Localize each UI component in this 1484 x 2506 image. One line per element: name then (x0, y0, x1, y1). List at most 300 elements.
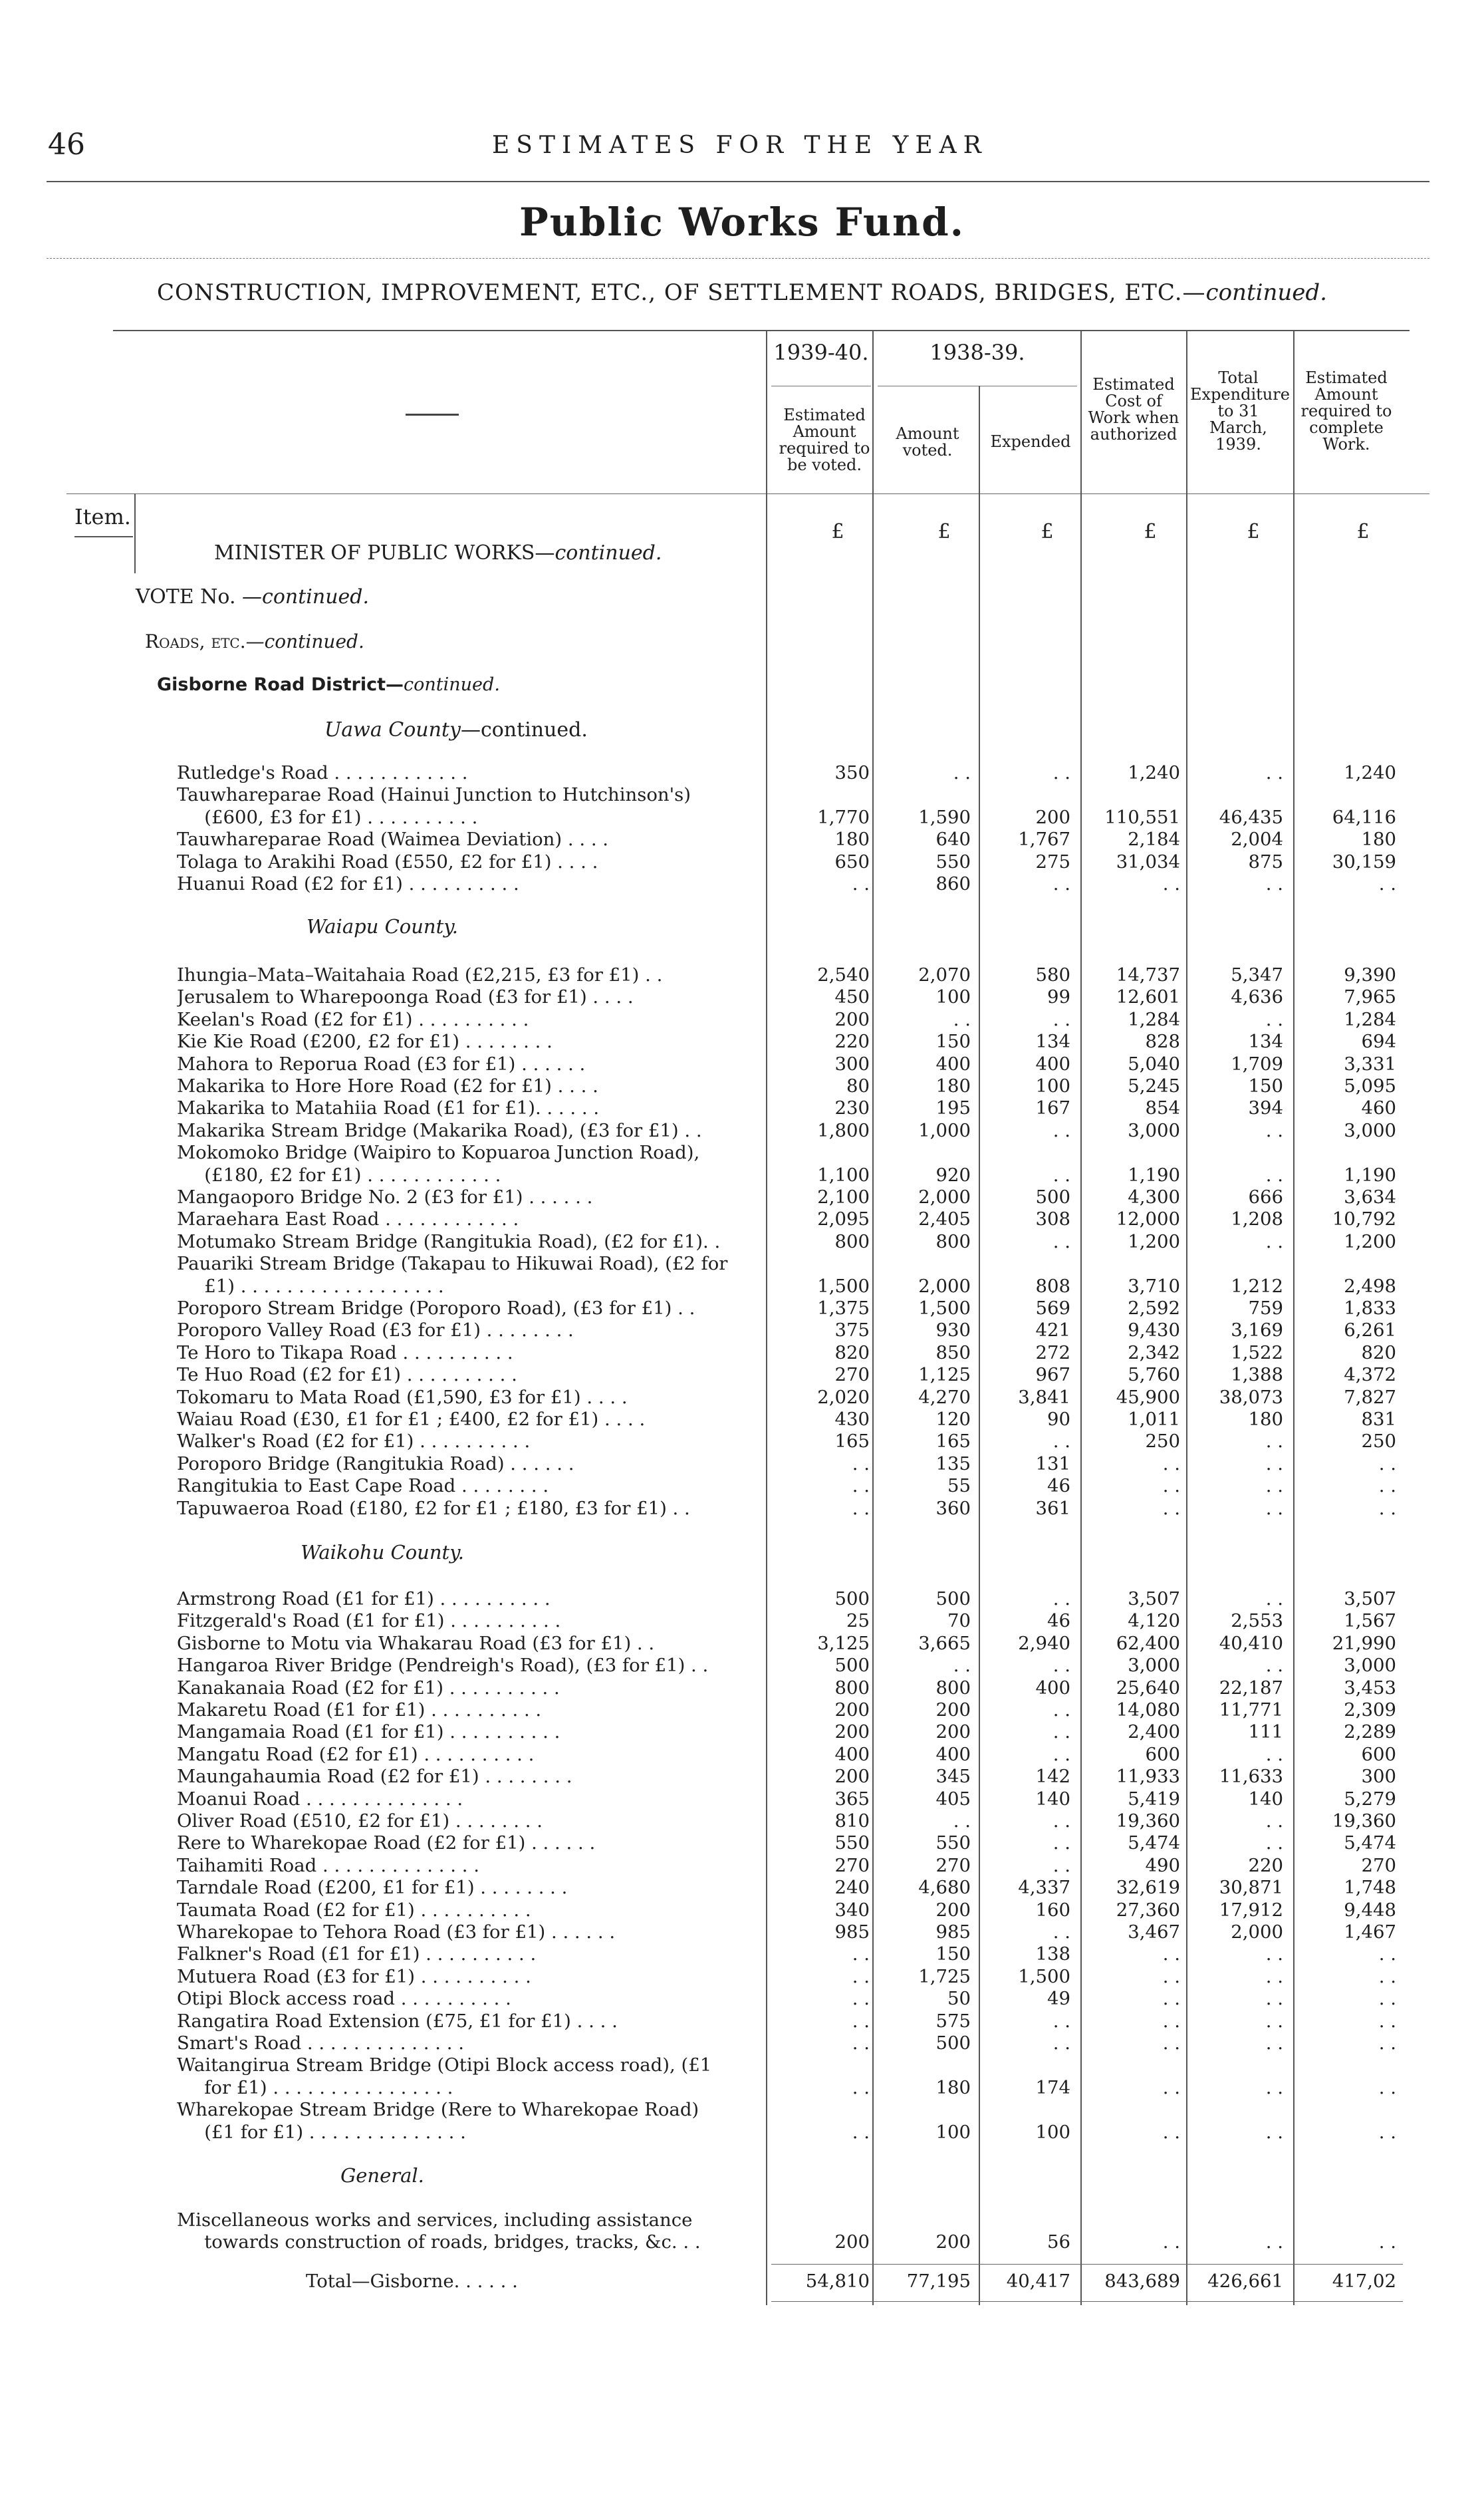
row-value: 30,159 (1332, 851, 1396, 873)
row-value: 1,200 (1128, 1230, 1180, 1252)
row-label: for £1) . . . . . . . . . . . . . . . . (177, 2076, 453, 2098)
row-value: 100 (1035, 2121, 1070, 2143)
row-label: Smart's Road . . . . . . . . . . . . . . (177, 2032, 464, 2054)
divider (47, 181, 1429, 182)
row-value: 19,360 (1332, 1810, 1396, 1832)
row-value: 828 (1145, 1031, 1180, 1053)
row-value: 90 (1047, 1409, 1070, 1430)
row-label: Mangamaia Road (£1 for £1) . . . . . . . . . . (177, 1721, 560, 1743)
running-head: ESTIMATES FOR THE YEAR (492, 132, 988, 159)
row-value: . . (852, 2010, 870, 2032)
column-rule (766, 330, 767, 2305)
row-label: Mangatu Road (£2 for £1) . . . . . . . . . . (177, 1743, 535, 1765)
row-value: 99 (1047, 986, 1070, 1008)
row-value: 240 (834, 1877, 870, 1899)
row-value: . . (1052, 1854, 1070, 1876)
row-value: . . (1052, 1743, 1070, 1765)
row-value: . . (1378, 1988, 1396, 2010)
row-value: 820 (834, 1341, 870, 1363)
row-value: 1,800 (817, 1119, 870, 1141)
row-value: . . (1052, 873, 1070, 895)
row-label: Hangaroa River Bridge (Pendreigh's Road), (£3 for £1) . . (177, 1655, 709, 1677)
row-value: . . (953, 1810, 971, 1832)
row-value: 2,184 (1128, 829, 1180, 851)
header-col1: Estimated Amount required to be voted. (779, 406, 870, 474)
row-value: 12,000 (1116, 1208, 1180, 1230)
row-value: 46 (1047, 1610, 1070, 1632)
row-value: 1,500 (1018, 1965, 1070, 1987)
row-value: 550 (935, 851, 971, 873)
row-value: . . (1265, 1119, 1283, 1141)
row-label: Rangitukia to East Cape Road . . . . . . . . (177, 1475, 549, 1497)
row-value: 1,770 (817, 806, 870, 828)
row-label: Tolaga to Arakihi Road (£550, £2 for £1) . . . . (177, 851, 598, 873)
row-value: 9,430 (1128, 1320, 1180, 1341)
column-rule (1293, 330, 1295, 2305)
row-label: (£1 for £1) . . . . . . . . . . . . . . (177, 2121, 466, 2143)
row-value: 46 (1047, 1475, 1070, 1497)
header-col4: Estimated Cost of Work when authorized (1088, 375, 1179, 444)
row-value: . . (1265, 1431, 1283, 1453)
header-col3: Expended (990, 432, 1071, 451)
row-value: 270 (935, 1854, 971, 1876)
row-value: 21,990 (1332, 1632, 1396, 1654)
pound-sign: £ (1041, 520, 1054, 543)
row-value: 12,601 (1116, 986, 1180, 1008)
row-value: 200 (1035, 806, 1070, 828)
row-value: 64,116 (1332, 806, 1396, 828)
row-value: 340 (834, 1899, 870, 1921)
row-value: 569 (1035, 1298, 1070, 1319)
row-label: Rangatira Road Extension (£75, £1 for £1) . . . . (177, 2010, 618, 2032)
total-value: 843,689 (1104, 2271, 1180, 2292)
row-value: 17,912 (1219, 1899, 1283, 1921)
row-label: Oliver Road (£510, £2 for £1) . . . . . . . . (177, 1810, 543, 1832)
row-value: 5,279 (1344, 1788, 1396, 1810)
row-label: Gisborne to Motu via Whakarau Road (£3 for £1) . . (177, 1632, 655, 1654)
row-value: 2,940 (1018, 1632, 1070, 1654)
row-value: 100 (935, 986, 971, 1008)
row-value: 808 (1035, 1275, 1070, 1297)
row-value: 32,619 (1116, 1877, 1180, 1899)
row-value: . . (1052, 2032, 1070, 2054)
row-value: 11,933 (1116, 1766, 1180, 1788)
row-label: Fitzgerald's Road (£1 for £1) . . . . . . . . . . (177, 1610, 561, 1632)
row-value: 135 (935, 1453, 971, 1474)
column-rule (1186, 330, 1187, 2305)
row-value: 138 (1035, 1943, 1070, 1965)
row-value: 3,507 (1128, 1588, 1180, 1609)
row-value: 9,448 (1344, 1899, 1396, 1921)
row-value: 400 (834, 1743, 870, 1765)
row-label: Ihungia–Mata–Waitahaia Road (£2,215, £3 for £1) . . (177, 964, 663, 986)
row-value: 3,000 (1128, 1655, 1180, 1677)
row-value: 200 (834, 1721, 870, 1743)
roads-heading: Roads, etc.—continued. (145, 630, 364, 652)
row-value: . . (1052, 2010, 1070, 2032)
row-value: 7,827 (1344, 1386, 1396, 1408)
row-value: . . (1162, 873, 1180, 895)
row-label: Pauariki Stream Bridge (Takapau to Hikuwai Road), (£2 for (177, 1253, 728, 1275)
row-value: . . (1162, 2076, 1180, 2098)
row-value: 180 (935, 1075, 971, 1097)
row-value: 2,289 (1344, 1721, 1396, 1743)
row-value: 1,500 (918, 1298, 971, 1319)
row-value: . . (1265, 1497, 1283, 1519)
row-value: 421 (1035, 1320, 1070, 1341)
row-value: . . (1265, 762, 1283, 783)
row-label: Kie Kie Road (£200, £2 for £1) . . . . . . . . (177, 1031, 553, 1053)
row-label: Makarika Stream Bridge (Makarika Road), (£3 for £1) . . (177, 1119, 702, 1141)
row-value: 55 (947, 1475, 971, 1497)
row-value: . . (1162, 1453, 1180, 1474)
row-value: 375 (834, 1320, 870, 1341)
item-label: Item. (74, 504, 131, 529)
row-label: Poroporo Valley Road (£3 for £1) . . . . . . . . (177, 1320, 574, 1341)
row-value: . . (1052, 1230, 1070, 1252)
row-value: 1,709 (1231, 1053, 1283, 1075)
row-value: 22,187 (1219, 1677, 1283, 1699)
row-value: . . (1052, 762, 1070, 783)
row-value: . . (1265, 2076, 1283, 2098)
row-label: Makaretu Road (£1 for £1) . . . . . . . . . . (177, 1699, 542, 1721)
row-label: towards construction of roads, bridges, tracks, &c. . . (177, 2231, 701, 2253)
divider (66, 493, 1429, 494)
row-value: . . (1052, 1008, 1070, 1030)
row-value: . . (852, 1943, 870, 1965)
total-value: 426,661 (1207, 2271, 1283, 2292)
row-label: Mokomoko Bridge (Waipiro to Kopuaroa Junction Road), (177, 1142, 700, 1164)
waikohu-heading: Waikohu County. (301, 1541, 464, 1564)
row-label: Motumako Stream Bridge (Rangitukia Road), (£2 for £1). . (177, 1230, 721, 1252)
row-value: 640 (935, 829, 971, 851)
row-value: 405 (935, 1788, 971, 1810)
page-number: 46 (48, 128, 85, 162)
row-value: . . (1265, 2032, 1283, 2054)
row-value: 967 (1035, 1364, 1070, 1386)
row-value: 1,208 (1231, 1208, 1283, 1230)
row-value: 272 (1035, 1341, 1070, 1363)
row-value: . . (1162, 1988, 1180, 2010)
row-value: . . (1162, 1943, 1180, 1965)
row-value: . . (1265, 2231, 1283, 2253)
row-value: . . (1378, 2121, 1396, 2143)
row-value: 120 (935, 1409, 971, 1430)
row-value: 150 (935, 1943, 971, 1965)
row-value: 490 (1145, 1854, 1180, 1876)
pound-sign: £ (937, 520, 951, 543)
row-value: 14,080 (1116, 1699, 1180, 1721)
pound-sign: £ (1144, 520, 1157, 543)
header-year-1939: 1939-40. (773, 340, 869, 365)
row-value: 80 (846, 1075, 870, 1097)
row-value: 1,284 (1128, 1008, 1180, 1030)
row-value: . . (1052, 1119, 1070, 1141)
row-value: 1,125 (918, 1364, 971, 1386)
row-value: 2,400 (1128, 1721, 1180, 1743)
row-label: Falkner's Road (£1 for £1) . . . . . . . . . . (177, 1943, 537, 1965)
row-value: 5,474 (1128, 1832, 1180, 1854)
row-value: . . (852, 2121, 870, 2143)
row-value: 140 (1248, 1788, 1283, 1810)
row-value: 575 (935, 2010, 971, 2032)
row-value: 1,240 (1344, 762, 1396, 783)
row-label: (£600, £3 for £1) . . . . . . . . . . (177, 806, 478, 828)
row-value: 800 (935, 1677, 971, 1699)
row-value: . . (1378, 1475, 1396, 1497)
row-value: . . (1265, 1230, 1283, 1252)
row-value: 200 (935, 1899, 971, 1921)
row-value: 5,474 (1344, 1832, 1396, 1854)
row-value: 5,419 (1128, 1788, 1180, 1810)
row-label: Taumata Road (£2 for £1) . . . . . . . . . . (177, 1899, 531, 1921)
row-value: 2,553 (1231, 1610, 1283, 1632)
row-value: 854 (1145, 1097, 1180, 1119)
row-value: 3,125 (817, 1632, 870, 1654)
row-label: Kanakanaia Road (£2 for £1) . . . . . . . . . . (177, 1677, 560, 1699)
total-label: Total—Gisborne. . . . . . (306, 2271, 518, 2292)
row-value: 56 (1047, 2231, 1070, 2253)
row-value: 2,020 (817, 1386, 870, 1408)
row-value: 850 (935, 1341, 971, 1363)
row-value: 134 (1248, 1031, 1283, 1053)
row-value: . . (1052, 1655, 1070, 1677)
row-label: Wharekopae to Tehora Road (£3 for £1) . . . . . . (177, 1921, 616, 1943)
row-value: 350 (834, 762, 870, 783)
row-value: 25 (846, 1610, 870, 1632)
divider (74, 536, 133, 537)
row-value: 180 (1248, 1409, 1283, 1430)
row-value: . . (1265, 1164, 1283, 1186)
row-value: 860 (935, 873, 971, 895)
row-value: 300 (1361, 1766, 1396, 1788)
row-value: 600 (1361, 1743, 1396, 1765)
row-value: 5,245 (1128, 1075, 1180, 1097)
row-value: 11,771 (1219, 1699, 1283, 1721)
row-value: 167 (1035, 1097, 1070, 1119)
row-value: 142 (1035, 1766, 1070, 1788)
row-value: 500 (1035, 1186, 1070, 1208)
row-label: Te Horo to Tikapa Road . . . . . . . . . . (177, 1341, 513, 1363)
header-col6: Estimated Amount required to complete Work. (1300, 368, 1392, 454)
row-value: 165 (935, 1431, 971, 1453)
row-value: . . (1265, 1655, 1283, 1677)
divider (113, 330, 1410, 331)
row-label: £1) . . . . . . . . . . . . . . . . . . (177, 1275, 444, 1297)
row-value: . . (1052, 1699, 1070, 1721)
row-value: . . (1265, 1588, 1283, 1609)
row-value: 270 (834, 1854, 870, 1876)
row-label: Otipi Block access road . . . . . . . . . . (177, 1988, 511, 2010)
row-value: 40,410 (1219, 1632, 1283, 1654)
row-value: 1,590 (918, 806, 971, 828)
row-value: 2,000 (918, 1186, 971, 1208)
row-label: Te Huo Road (£2 for £1) . . . . . . . . . . (177, 1364, 517, 1386)
row-value: 70 (947, 1610, 971, 1632)
row-value: 3,841 (1018, 1386, 1070, 1408)
row-value: . . (1162, 1965, 1180, 1987)
row-value: 800 (935, 1230, 971, 1252)
row-value: 400 (935, 1743, 971, 1765)
row-value: . . (1265, 1810, 1283, 1832)
row-value: . . (1378, 1453, 1396, 1474)
row-value: 985 (834, 1921, 870, 1943)
row-value: 165 (834, 1431, 870, 1453)
district-heading: Gisborne Road District—continued. (157, 674, 500, 695)
row-value: 50 (947, 1988, 971, 2010)
row-value: . . (852, 1453, 870, 1474)
row-label: Tauwhareparae Road (Hainui Junction to Hutchinson's) (177, 784, 691, 806)
row-value: . . (1162, 1497, 1180, 1519)
row-value: 600 (1145, 1743, 1180, 1765)
row-value: 400 (1035, 1677, 1070, 1699)
row-value: . . (1378, 2032, 1396, 2054)
row-value: . . (1378, 1943, 1396, 1965)
row-value: 230 (834, 1097, 870, 1119)
row-label: Moanui Road . . . . . . . . . . . . . . (177, 1788, 463, 1810)
row-value: 250 (1361, 1431, 1396, 1453)
waiapu-heading: Waiapu County. (306, 915, 458, 938)
row-value: 2,000 (1231, 1921, 1283, 1943)
header-col2: Amount voted. (896, 424, 959, 460)
row-value: 365 (834, 1788, 870, 1810)
row-value: 30,871 (1219, 1877, 1283, 1899)
row-value: 1,388 (1231, 1364, 1283, 1386)
row-value: 62,400 (1116, 1632, 1180, 1654)
row-value: . . (852, 2076, 870, 2098)
row-value: . . (1378, 2076, 1396, 2098)
row-value: 920 (935, 1164, 971, 1186)
row-label: Tokomaru to Mata Road (£1,590, £3 for £1) . . . . (177, 1386, 628, 1408)
row-value: 5,095 (1344, 1075, 1396, 1097)
row-label: Maungahaumia Road (£2 for £1) . . . . . . . . (177, 1766, 572, 1788)
row-value: . . (1378, 2231, 1396, 2253)
row-value: . . (1162, 2121, 1180, 2143)
uawa-heading: Uawa County—continued. (324, 718, 588, 742)
row-value: 195 (935, 1097, 971, 1119)
row-value: 500 (935, 1588, 971, 1609)
row-value: 650 (834, 851, 870, 873)
row-label: Waiau Road (£30, £1 for £1 ; £400, £2 for £1) . . . . (177, 1409, 646, 1430)
row-value: 174 (1035, 2076, 1070, 2098)
row-value: . . (1162, 2010, 1180, 2032)
row-value: 4,372 (1344, 1364, 1396, 1386)
row-value: . . (1265, 1832, 1283, 1854)
row-value: 2,405 (918, 1208, 971, 1230)
row-value: . . (852, 2032, 870, 2054)
row-value: 2,592 (1128, 1298, 1180, 1319)
row-label: Rutledge's Road . . . . . . . . . . . . (177, 762, 468, 783)
row-value: 875 (1248, 851, 1283, 873)
vote-heading: VOTE No. —continued. (136, 585, 370, 609)
row-label: Taihamiti Road . . . . . . . . . . . . . . (177, 1854, 479, 1876)
row-value: 14,737 (1116, 964, 1180, 986)
row-value: 831 (1361, 1409, 1396, 1430)
row-label: Armstrong Road (£1 for £1) . . . . . . . . . . (177, 1588, 551, 1609)
total-value: 417,02 (1332, 2271, 1396, 2292)
row-value: 1,000 (918, 1119, 971, 1141)
row-value: 31,034 (1116, 851, 1180, 873)
row-value: 1,240 (1128, 762, 1180, 783)
row-value: 3,000 (1344, 1655, 1396, 1677)
row-value: . . (953, 762, 971, 783)
row-value: 6,261 (1344, 1320, 1396, 1341)
row-value: 1,467 (1344, 1921, 1396, 1943)
row-value: 250 (1145, 1431, 1180, 1453)
row-value: 220 (1248, 1854, 1283, 1876)
row-value: 694 (1361, 1031, 1396, 1053)
row-value: . . (1378, 873, 1396, 895)
row-value: . . (1052, 1431, 1070, 1453)
row-value: 1,833 (1344, 1298, 1396, 1319)
row-value: 2,540 (817, 964, 870, 986)
row-value: 400 (935, 1053, 971, 1075)
pound-sign: £ (1247, 520, 1260, 543)
row-value: 180 (935, 2076, 971, 2098)
row-value: . . (1265, 1988, 1283, 2010)
row-value: 4,270 (918, 1386, 971, 1408)
row-value: . . (1265, 1743, 1283, 1765)
row-value: 27,360 (1116, 1899, 1180, 1921)
row-value: . . (1052, 1588, 1070, 1609)
row-value: 800 (834, 1230, 870, 1252)
row-value: 46,435 (1219, 806, 1283, 828)
row-value: 4,636 (1231, 986, 1283, 1008)
row-value: 150 (935, 1031, 971, 1053)
row-value: 100 (935, 2121, 971, 2143)
row-value: . . (1265, 1475, 1283, 1497)
item-rule (134, 493, 136, 573)
row-value: 394 (1248, 1097, 1283, 1119)
total-value: 77,195 (906, 2271, 971, 2292)
row-value: 160 (1035, 1899, 1070, 1921)
row-value: 460 (1361, 1097, 1396, 1119)
row-value: . . (1378, 1965, 1396, 1987)
row-value: 308 (1035, 1208, 1070, 1230)
total-value: 40,417 (1006, 2271, 1070, 2292)
row-value: 2,000 (918, 1275, 971, 1297)
row-value: 3,665 (918, 1632, 971, 1654)
row-value: 820 (1361, 1341, 1396, 1363)
row-value: . . (1052, 1164, 1070, 1186)
row-value: 1,767 (1018, 829, 1070, 851)
row-value: 5,040 (1128, 1053, 1180, 1075)
row-value: 200 (834, 1699, 870, 1721)
row-value: 550 (935, 1832, 971, 1854)
row-label: Waitangirua Stream Bridge (Otipi Block access road), (£1 (177, 2054, 712, 2076)
row-value: 1,748 (1344, 1877, 1396, 1899)
row-label: Makarika to Matahiia Road (£1 for £1). . . . . . (177, 1097, 600, 1119)
row-value: . . (1265, 1453, 1283, 1474)
row-label: Huanui Road (£2 for £1) . . . . . . . . . . (177, 873, 519, 895)
row-value: . . (852, 1965, 870, 1987)
row-value: 38,073 (1219, 1386, 1283, 1408)
row-value: 2,100 (817, 1186, 870, 1208)
total-rule (771, 2264, 1403, 2265)
row-value: 110,551 (1104, 806, 1180, 828)
total-value: 54,810 (805, 2271, 870, 2292)
row-value: 3,467 (1128, 1921, 1180, 1943)
total-rule (771, 2301, 1403, 2302)
row-value: 1,190 (1128, 1164, 1180, 1186)
row-value: 3,710 (1128, 1275, 1180, 1297)
row-label: Maraehara East Road . . . . . . . . . . . . (177, 1208, 519, 1230)
header-col5: Total Expenditure to 31 March, 1939. (1190, 368, 1290, 454)
row-value: 1,500 (817, 1275, 870, 1297)
row-value: . . (1052, 1921, 1070, 1943)
row-value: 1,011 (1128, 1409, 1180, 1430)
row-value: 2,498 (1344, 1275, 1396, 1297)
